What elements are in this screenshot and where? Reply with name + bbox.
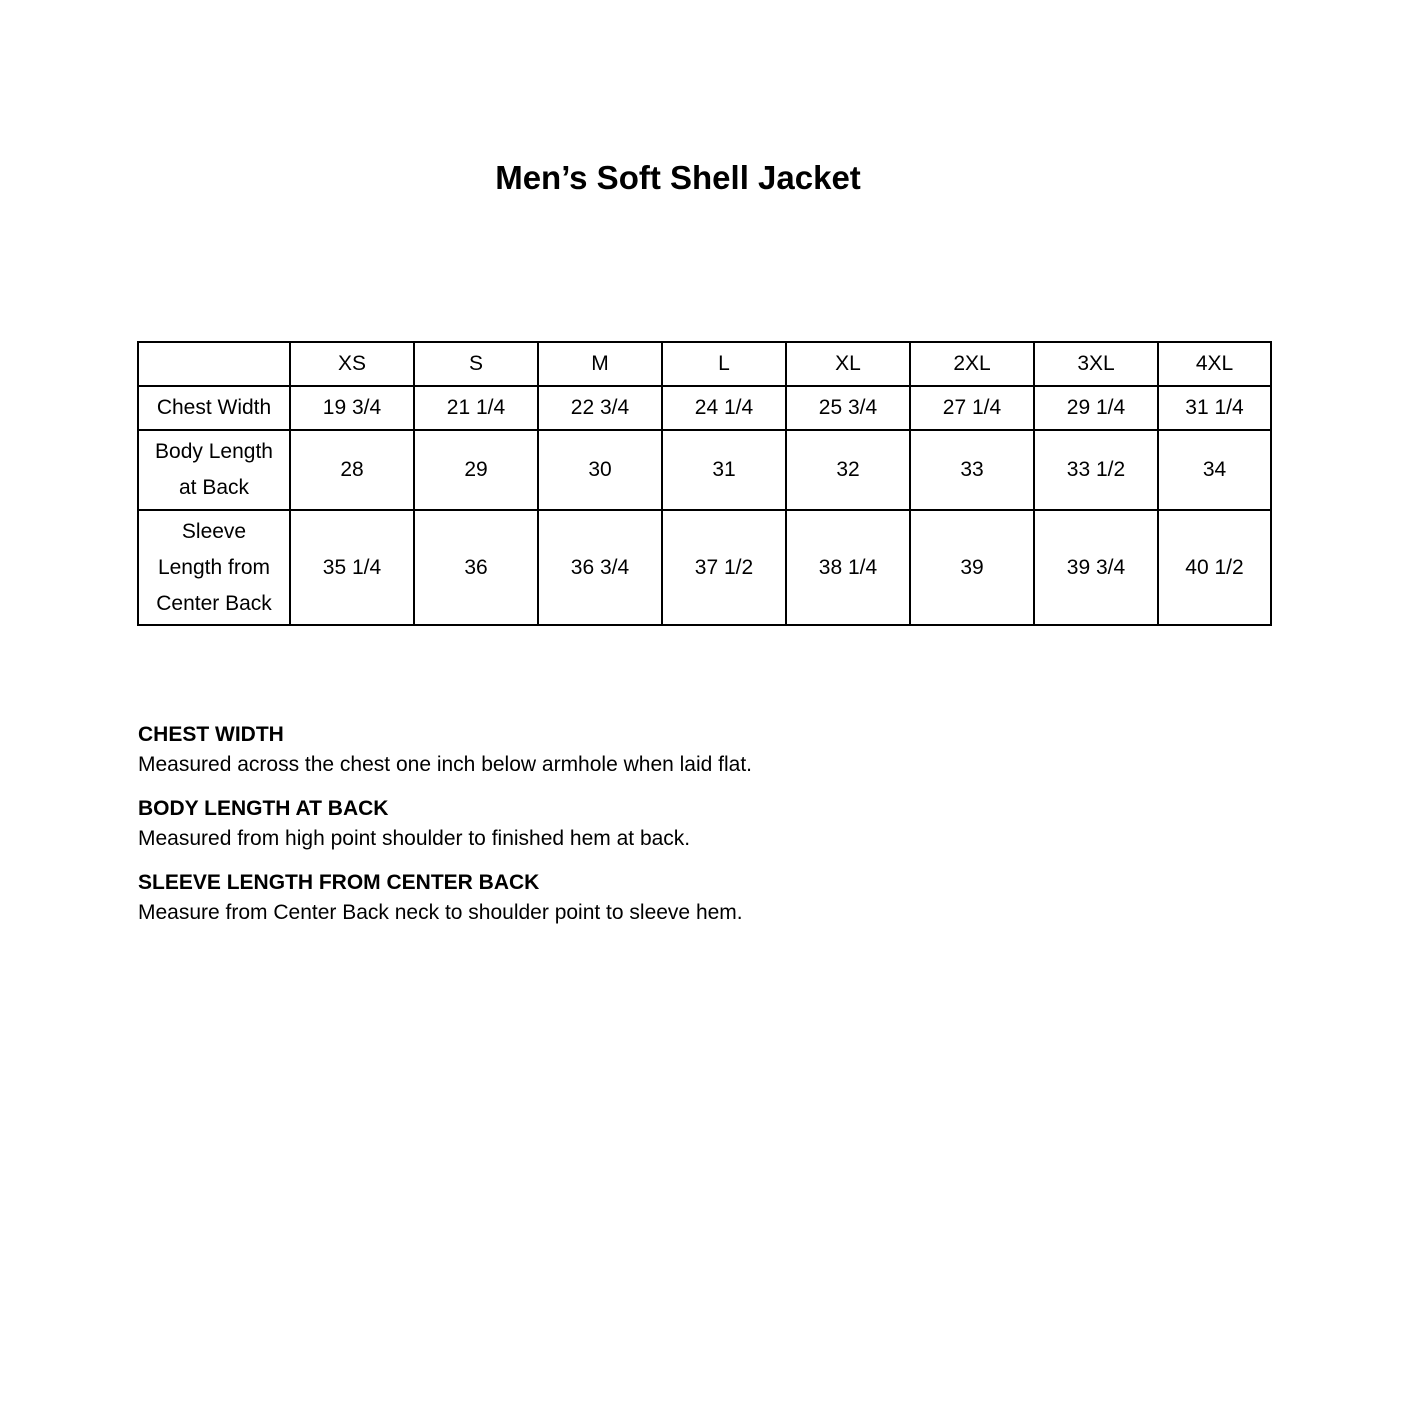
table-corner-cell [138,342,290,386]
definition-body-length [138,794,1238,854]
table-cell: 34 [1158,430,1271,510]
definition-text: Measured across the chest one inch below armhole when laid flat. [138,753,753,776]
size-header-3xl: 3XL [1034,342,1158,386]
size-header-4xl: 4XL [1158,342,1271,386]
table-cell: 27 1/4 [910,386,1034,430]
row-label-line: Length from [157,555,271,579]
page-title: Men’s Soft Shell Jacket [495,159,861,196]
definition-text: Measure from Center Back neck to shoulder point to sleeve hem. [138,901,743,924]
table-cell: 25 3/4 [786,386,910,430]
size-chart-table [137,341,1272,626]
size-header-xs: XS [290,342,414,386]
row-label-line: at Back [178,476,250,499]
table-cell: 30 [538,430,662,510]
row-label-line: Sleeve [181,519,247,543]
row-label-line: Body Length [155,440,273,463]
table-cell: 33 [910,430,1034,510]
size-header-l: L [662,342,786,386]
row-label-body-length [138,430,290,510]
table-header-row [138,342,1271,386]
table-cell: 35 1/4 [290,510,414,625]
table-cell: 40 1/2 [1158,510,1271,625]
definition-heading: SLEEVE LENGTH FROM CENTER BACK [138,871,540,894]
table-cell: 21 1/4 [414,386,538,430]
table-cell: 36 [414,510,538,625]
table-cell: 39 [910,510,1034,625]
table-cell: 29 [414,430,538,510]
row-label-sleeve-length [138,510,290,625]
table-cell: 29 1/4 [1034,386,1158,430]
table-row-body-length [138,430,1271,510]
table-cell: 28 [290,430,414,510]
table-cell: 38 1/4 [786,510,910,625]
table-cell: 24 1/4 [662,386,786,430]
row-label-line: Chest Width [156,396,272,419]
table-cell: 19 3/4 [290,386,414,430]
row-label-line: Center Back [156,591,272,615]
definition-heading: BODY LENGTH AT BACK [138,797,389,820]
size-header-xl: XL [786,342,910,386]
size-header-m: M [538,342,662,386]
size-header-s: S [414,342,538,386]
table-cell: 36 3/4 [538,510,662,625]
table-cell: 31 [662,430,786,510]
definition-heading: CHEST WIDTH [138,723,284,746]
row-label-chest-width [138,386,290,430]
table-cell: 31 1/4 [1158,386,1271,430]
size-header-2xl: 2XL [910,342,1034,386]
table-cell: 37 1/2 [662,510,786,625]
table-cell: 22 3/4 [538,386,662,430]
table-row-chest-width [138,386,1271,430]
definition-sleeve-length [138,868,1238,928]
measurement-definitions [138,720,1238,942]
table-row-sleeve-length [138,510,1271,625]
table-cell: 39 3/4 [1034,510,1158,625]
table-cell: 33 1/2 [1034,430,1158,510]
definition-text: Measured from high point shoulder to finished hem at back. [138,827,691,850]
definition-chest-width [138,720,1238,780]
table-cell: 32 [786,430,910,510]
